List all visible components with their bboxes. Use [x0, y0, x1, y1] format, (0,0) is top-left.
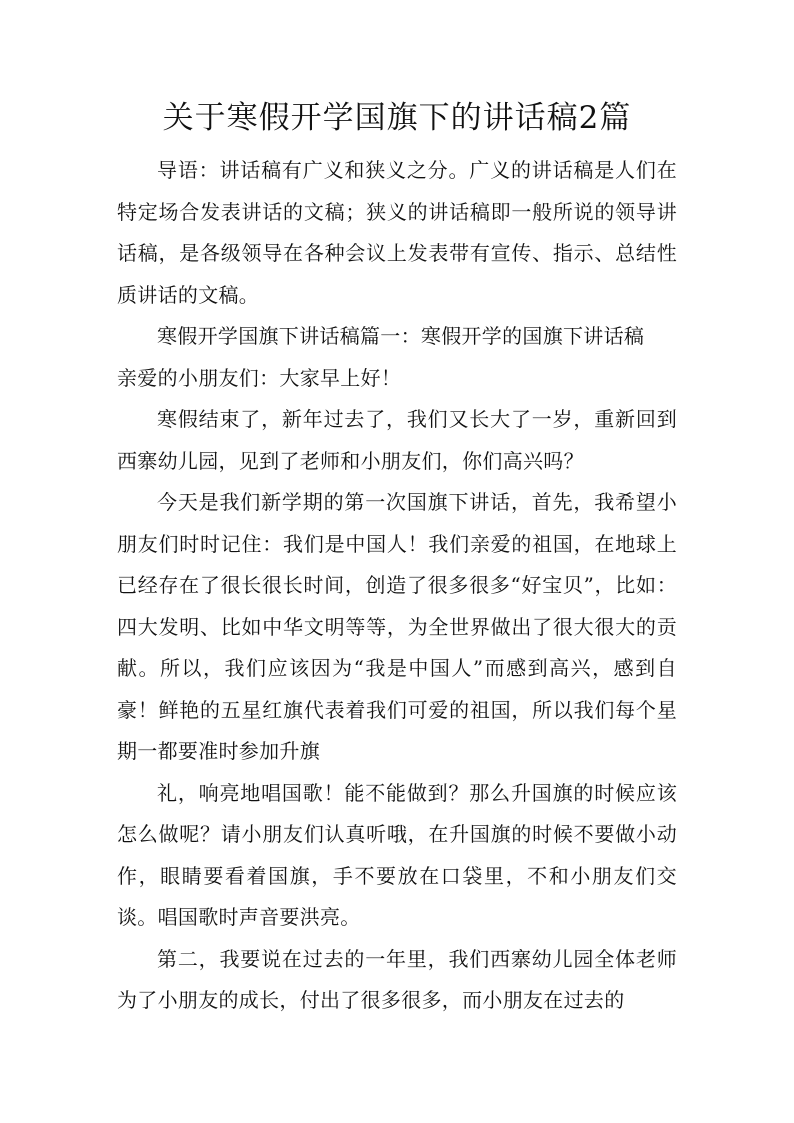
paragraph-body: 礼，响亮地唱国歌！能不能做到？那么升国旗的时候应该怎么做呢？请小朋友们认真听哦，在升国旗的时候不要做小动作，眼睛要看着国旗，手不要放在口袋里，不和小朋友们交谈。唱国歌时声音要洪亮。 — [117, 780, 677, 929]
paragraph-body: 今天是我们新学期的第一次国旗下讲话，首先，我希望小朋友们时时记住：我们是中国人！我们亲爱的祖国，在地球上已经存在了很长很长时间，创造了很多很多“好宝贝”，比如：四大发明、比如中华文明等等，为全世界做出了很大很大的贡献。所以，我们应该因为“我是中国人”而感到高兴，感到自豪！鲜艳的五星红旗代表着我们可爱的祖国，所以我们每个星期一都要准时参加升旗 — [117, 490, 677, 763]
document-body — [117, 150, 677, 1022]
paragraph-body: 第二，我要说在过去的一年里，我们西寨幼儿园全体老师为了小朋友的成长，付出了很多很多，而小朋友在过去的 — [117, 946, 677, 1012]
paragraph-section-heading: 寒假开学国旗下讲话稿篇一：寒假开学的国旗下讲话稿 — [157, 324, 645, 348]
document-title: 关于寒假开学国旗下的讲话稿2篇 — [162, 100, 632, 136]
paragraph-body: 寒假结束了，新年过去了，我们又长大了一岁，重新回到西寨幼儿园，见到了老师和小朋友们，你们高兴吗？ — [117, 407, 677, 473]
paragraph-intro: 导语：讲话稿有广义和狭义之分。广义的讲话稿是人们在特定场合发表讲话的文稿；狭义的讲话稿即一般所说的领导讲话稿，是各级领导在各种会议上发表带有宣传、指示、总结性质讲话的文稿。 — [117, 158, 677, 307]
paragraph-greeting: 亲爱的小朋友们：大家早上好！ — [117, 365, 402, 390]
